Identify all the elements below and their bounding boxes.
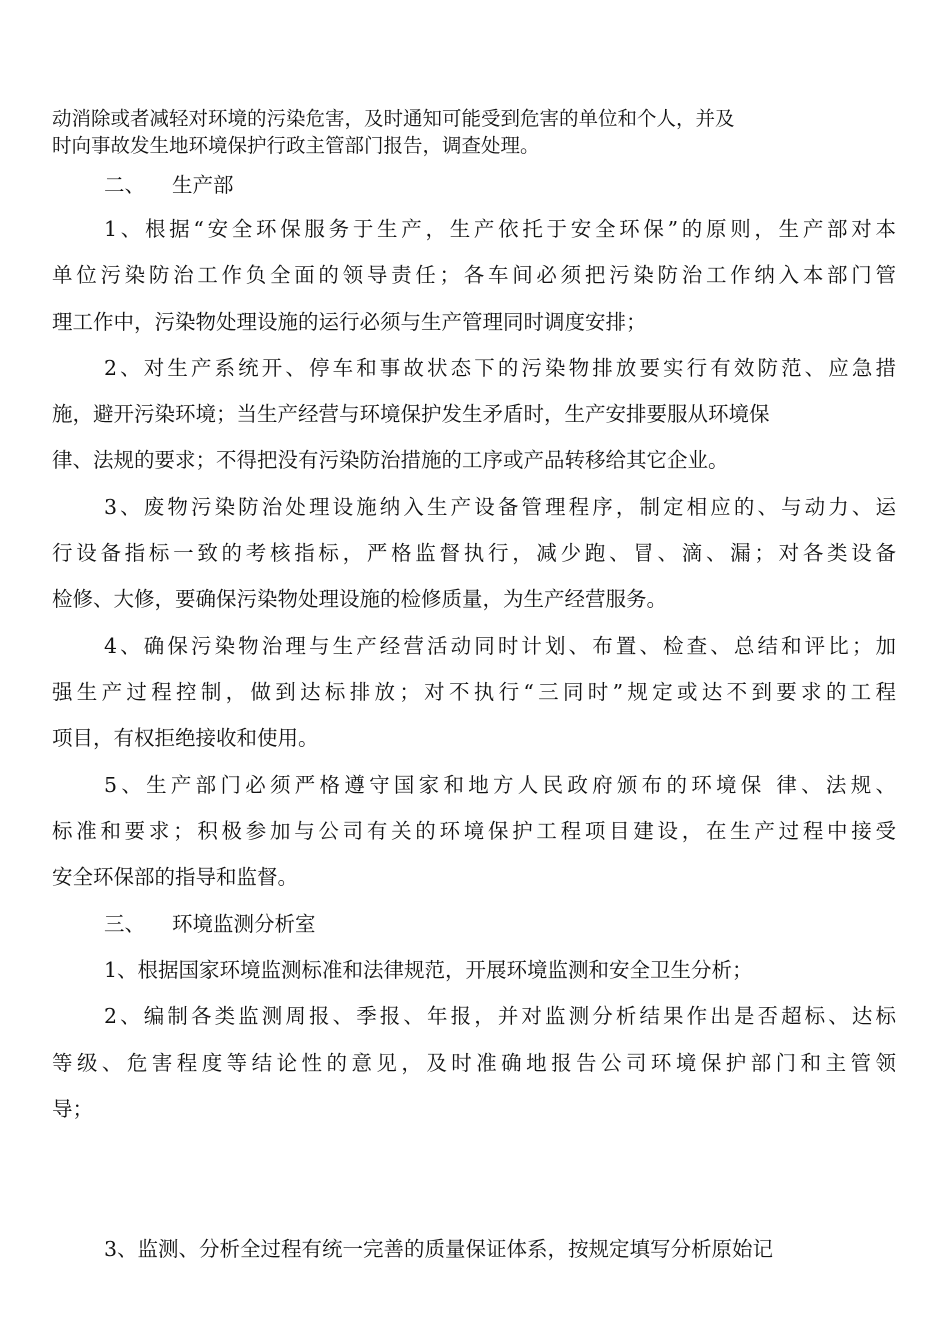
section-title: 生产部 — [172, 173, 234, 197]
section-heading — [104, 172, 234, 198]
paragraph-line: 律、法规的要求；不得把没有污染防治措施的工序或产品转移给其它企业。 — [52, 448, 729, 472]
paragraph-line: 等级、危害程度等结论性的意见，及时准确地报告公司环境保护部门和主管领 — [52, 1051, 896, 1075]
text-line: 动消除或者减轻对环境的污染危害，及时通知可能受到危害的单位和个人，并及 — [52, 107, 735, 130]
section-title: 环境监测分析室 — [172, 912, 316, 936]
section-number: 三、 — [104, 912, 145, 936]
section-number: 二、 — [104, 173, 145, 197]
paragraph-line: 1、根据国家环境监测标准和法律规范，开展环境监测和安全卫生分析； — [104, 958, 753, 982]
paragraph-line: 标准和要求；积极参加与公司有关的环境保护工程项目建设，在生产过程中接受 — [52, 819, 896, 843]
paragraph-line: 2、编制各类监测周报、季报、年报，并对监测分析结果作出是否超标、达标 — [104, 1004, 896, 1028]
paragraph-line: 理工作中，污染物处理设施的运行必须与生产管理同时调度安排； — [52, 310, 647, 334]
paragraph-line: 3、废物污染防治处理设施纳入生产设备管理程序，制定相应的、与动力、运 — [104, 495, 896, 519]
paragraph-line: 项目，有权拒绝接收和使用。 — [52, 726, 319, 750]
paragraph-line: 单位污染防治工作负全面的领导责任；各车间必须把污染防治工作纳入本部门管 — [52, 263, 896, 287]
paragraph-line: 行设备指标一致的考核指标，严格监督执行，减少跑、冒、滴、漏；对各类设备 — [52, 541, 896, 565]
section-heading — [104, 911, 316, 937]
paragraph-line: 5、生产部门必须严格遵守国家和地方人民政府颁布的环境保 律、法规、 — [104, 773, 896, 797]
paragraph-line: 安全环保部的指导和监督。 — [52, 865, 298, 889]
paragraph-line: 施，避开污染环境；当生产经营与环境保护发生矛盾时，生产安排要服从环境保 — [52, 402, 770, 426]
paragraph-line: 3、监测、分析全过程有统一完善的质量保证体系，按规定填写分析原始记 — [104, 1237, 774, 1261]
text-line: 时向事故发生地环境保护行政主管部门报告，调查处理。 — [52, 134, 540, 157]
paragraph-line: 强生产过程控制，做到达标排放；对不执行“三同时”规定或达不到要求的工程 — [52, 680, 896, 704]
paragraph-line: 2、对生产系统开、停车和事故状态下的污染物排放要实行有效防范、应急措 — [104, 356, 896, 380]
paragraph-line: 1、根据“安全环保服务于生产，生产依托于安全环保”的原则，生产部对本 — [104, 217, 896, 241]
paragraph-line: 4、确保污染物治理与生产经营活动同时计划、布置、检查、总结和评比；加 — [104, 634, 896, 658]
paragraph-line: 检修、大修，要确保污染物处理设施的检修质量，为生产经营服务。 — [52, 587, 667, 611]
paragraph-line: 导； — [52, 1097, 93, 1121]
